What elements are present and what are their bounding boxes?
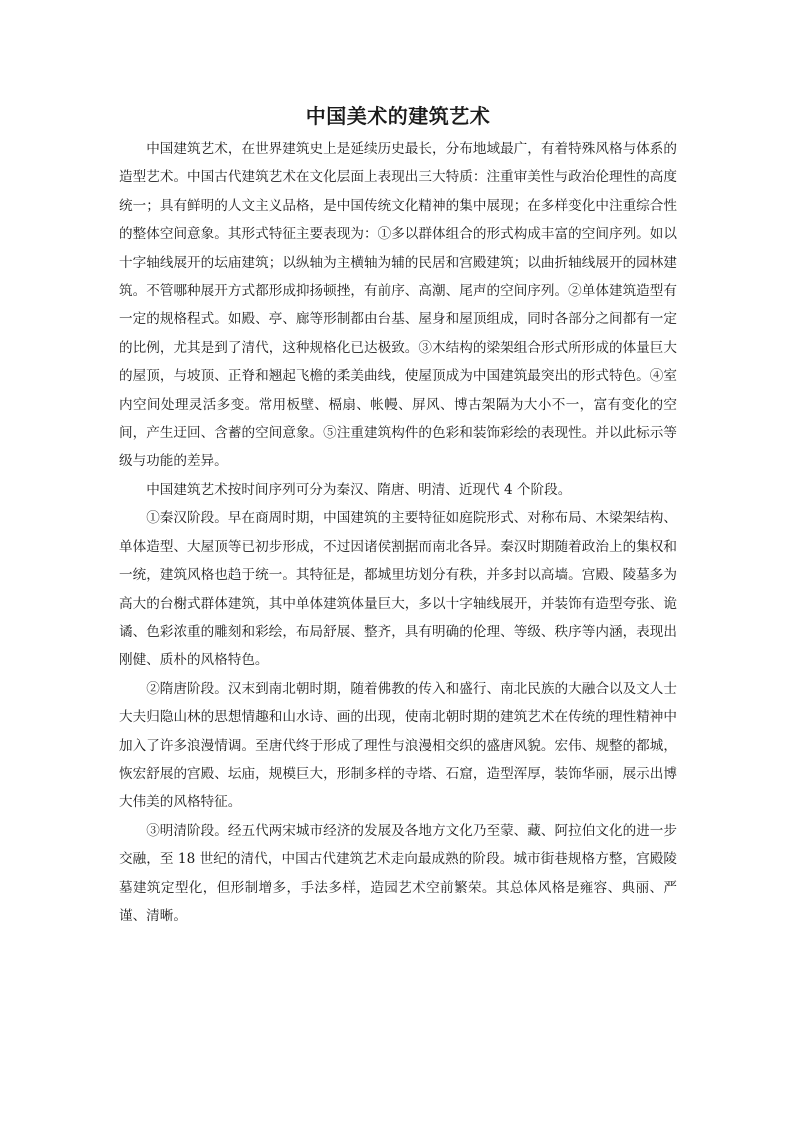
paragraph-overview: 中国建筑艺术，在世界建筑史上是延续历史最长，分布地域最广，有着特殊风格与体系的造型艺术。中国古代建筑艺术在文化层面上表现出三大特质：注重审美性与政治伦理性的高度统一；具有鲜明的人文主义品格，是中国传统文化精神的集中展现；在多样变化中注重综合性的整体空间意象。其形式特征主要表现为：①多以群体组合的形式构成丰富的空间序列。如以十字轴线展开的坛庙建筑；以纵轴为主横轴为辅的民居和宫殿建筑；以曲折轴线展开的园林建筑。不管哪种展开方式都形成抑扬顿挫，有前序、高潮、尾声的空间序列。②单体建筑造型有一定的规格程式。如殿、亭、廊等形制都由台基、屋身和屋顶组成，同时各部分之间都有一定的比例，尤其是到了清代，这种规格化已达极致。③木结构的梁架组合形式所形成的体量巨大的屋顶，与坡顶、正脊和翘起飞檐的柔美曲线，使屋顶成为中国建筑最突出的形式特色。④室内空间处理灵活多变。常用板壁、槅扇、帐幔、屏风、博古架隔为大小不一，富有变化的空间，产生迂回、含蓄的空间意象。⑤注重建筑构件的色彩和装饰彩绘的表现性。并以此标示等级与功能的差异。: [119, 141, 677, 470]
page-title: 中国美术的建筑艺术: [305, 104, 491, 128]
paragraph-qin-han: ①秦汉阶段。早在商周时期，中国建筑的主要特征如庭院形式、对称布局、木梁架结构、单体造型、大屋顶等已初步形成，不过因诸侯割据而南北各异。秦汉时期随着政治上的集权和一统，建筑风格也趋于统一。其特征是，都城里坊划分有秩，并多封以高墙。宫殿、陵墓多为高大的台榭式群体建筑，其中单体建筑体量巨大，多以十字轴线展开，并装饰有造型夸张、诡谲、色彩浓重的雕刻和彩绘，布局舒展、整齐，具有明确的伦理、等级、秩序等内涵，表现出刚健、质朴的风格特色。: [119, 510, 677, 669]
paragraph-sui-tang: ②隋唐阶段。汉末到南北朝时期，随着佛教的传入和盛行、南北民族的大融合以及文人士大夫归隐山林的思想情趣和山水诗、画的出现，使南北朝时期的建筑艺术在传统的理性精神中加入了许多浪漫情调。至唐代终于形成了理性与浪漫相交织的盛唐风貌。宏伟、规整的都城，恢宏舒展的宫殿、坛庙，规模巨大，形制多样的寺塔、石窟，造型浑厚，装饰华丽，展示出博大伟美的风格特征。: [119, 680, 677, 811]
paragraph-periods-intro: 中国建筑艺术按时间序列可分为秦汉、隋唐、明清、近现代 4 个阶段。: [146, 481, 572, 498]
paragraph-ming-qing: ③明清阶段。经五代两宋城市经济的发展及各地方文化乃至蒙、藏、阿拉伯文化的进一步交融，至 18 世纪的清代，中国古代建筑艺术走向最成熟的阶段。城市街巷规格方整，宫殿陵墓建筑定型化，但形制增多，手法多样，造园艺术空前繁荣。其总体风格是雍容、典丽、严谨、清晰。: [119, 822, 677, 924]
document-body: [119, 101, 677, 930]
